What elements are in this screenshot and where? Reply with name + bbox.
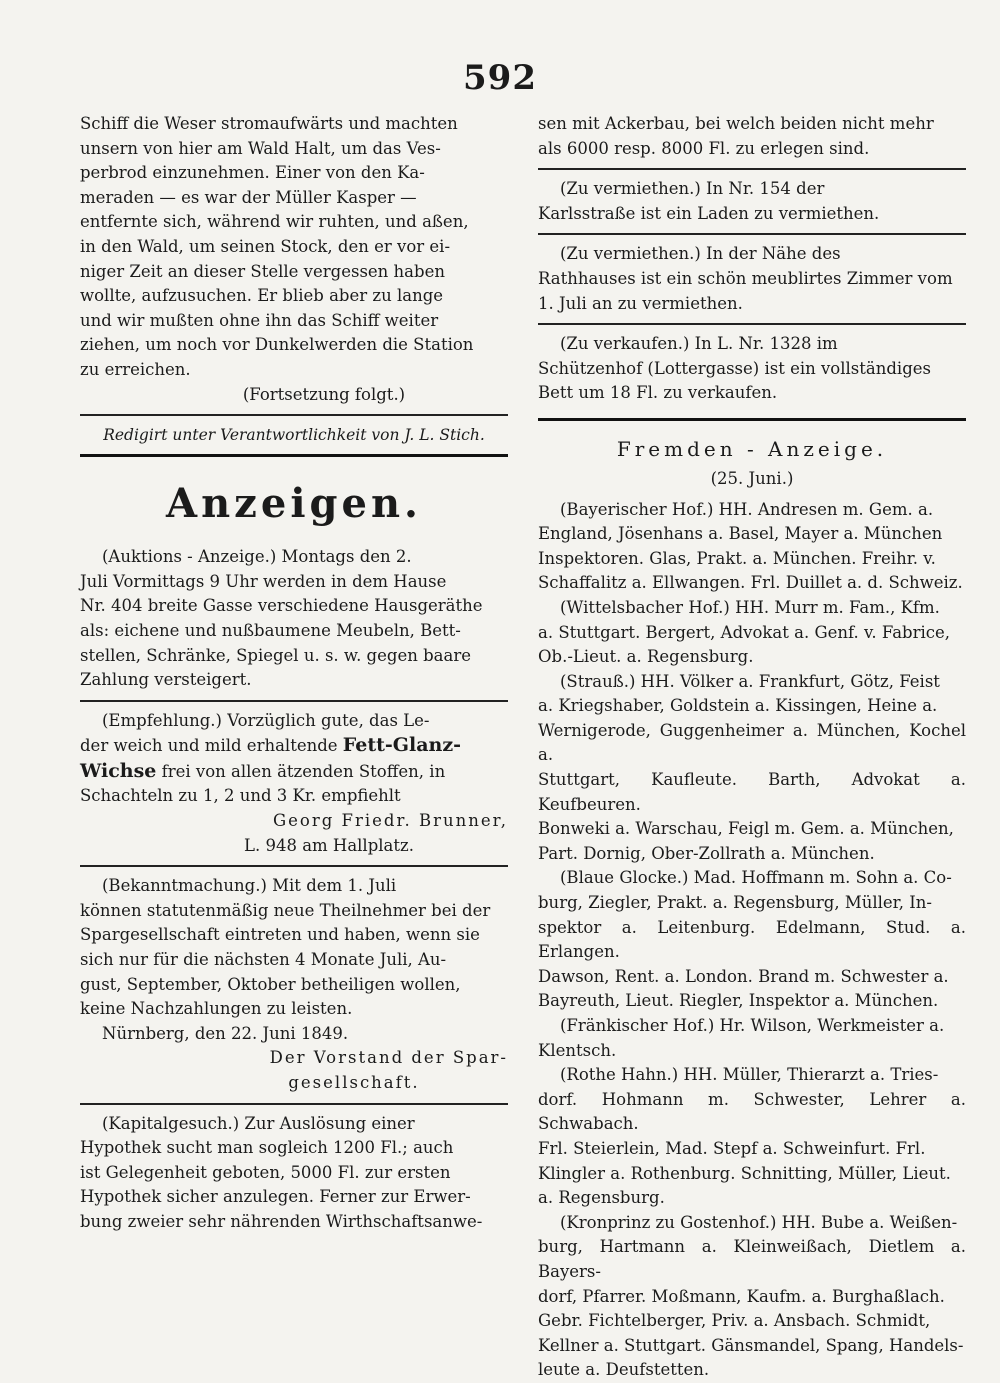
ad-line: (Auktions - Anzeige.) Montags den 2. — [102, 547, 412, 567]
ad-line: 1. Juli an zu vermiethen. — [538, 293, 743, 313]
ad-line: keine Nachzahlungen zu leisten. — [80, 999, 353, 1019]
ad-line: können statutenmäßig neue Theilnehmer bei der — [80, 900, 491, 920]
guest-line: Inspektoren. Glas, Prakt. a. München. Freihr. v. — [538, 548, 936, 568]
guest-line: Bayreuth, Lieut. Riegler, Inspektor a. München. — [538, 991, 939, 1011]
section-heading: Anzeigen. — [166, 480, 422, 528]
guest-line: Kellner a. Stuttgart. Gänsmandel, Spang, Handels- — [538, 1335, 964, 1355]
guest-line: (Bayerischer Hof.) HH. Andresen m. Gem. a. — [560, 499, 934, 519]
ad-signature: Georg Friedr. Brunner, — [272, 811, 508, 831]
editor-line: Redigirt unter Verantwortlichkeit von J. L. Stich. — [103, 426, 485, 445]
guest-line: Schaffalitz a. Ellwangen. Frl. Duillet a. d. Schweiz. — [538, 573, 963, 593]
guest-line: (Fränkischer Hof.) Hr. Wilson, Werkmeister a. — [560, 1016, 945, 1035]
ad-line: (Zu vermiethen.) In Nr. 154 der — [560, 179, 825, 199]
story-line: in den Wald, um seinen Stock, den er vor ei- — [80, 236, 451, 256]
ad-kapitalgesuch-cont — [538, 112, 966, 161]
page-number: 592 — [463, 58, 537, 98]
ad-line: Bett um 18 Fl. zu verkaufen. — [538, 383, 778, 403]
ad-line: Nr. 404 breite Gasse verschiedene Hausgeräthe — [80, 596, 483, 616]
guest-line: Frl. Steierlein, Mad. Stepf a. Schweinfurt. Frl. — [538, 1138, 926, 1158]
ad-auction — [80, 545, 508, 693]
guest-line: a. Stuttgart. Bergert, Advokat a. Genf. v. Fabrice, — [538, 622, 951, 642]
ad-signature: Der Vorstand der Spar- — [269, 1048, 508, 1068]
ad-line — [80, 733, 508, 759]
divider — [80, 414, 508, 416]
guest-line: (Wittelsbacher Hof.) HH. Murr m. Fam., Kfm. — [560, 597, 940, 617]
ad-line: sich nur für die nächsten 4 Monate Juli, Au- — [80, 950, 447, 970]
ad-address: L. 948 am Hallplatz. — [244, 835, 414, 855]
ad-empfehlung — [80, 709, 508, 859]
story-line: meraden — es war der Müller Kasper — — [80, 187, 417, 207]
guest-line: Ob.-Lieut. a. Regensburg. — [538, 647, 754, 667]
ad-line: (Kapitalgesuch.) Zur Auslösung einer — [102, 1113, 415, 1133]
continuation-note: (Fortsetzung folgt.) — [242, 384, 406, 404]
guest-line: dorf. Hohmann m. Schwester, Lehrer a. Schwabach. — [538, 1089, 966, 1134]
ad-line: gust, September, Oktober betheiligen wollen, — [80, 974, 461, 994]
ad-line: (Zu verkaufen.) In L. Nr. 1328 im — [560, 334, 838, 354]
ad-line: bung zweier sehr nährenden Wirthschaftsanwe- — [80, 1211, 483, 1231]
story-line: niger Zeit an dieser Stelle vergessen haben — [80, 261, 445, 281]
guest-line: a. Kriegshaber, Goldstein a. Kissingen, Heine a. — [538, 696, 938, 716]
ad-line: sen mit Ackerbau, bei welch beiden nicht mehr — [538, 114, 934, 133]
ad-vermiethen-laden — [538, 177, 966, 226]
ad-line: ist Gelegenheit geboten, 5000 Fl. zur ersten — [80, 1162, 451, 1182]
ad-signature: gesellschaft. — [288, 1073, 420, 1092]
ad-line: Schachteln zu 1, 2 und 3 Kr. empfiehlt — [80, 786, 401, 806]
divider — [538, 168, 966, 170]
guest-line: leute a. Deufstetten. — [538, 1360, 710, 1380]
ad-vermiethen-zimmer — [538, 242, 966, 316]
story-line: entfernte sich, während wir ruhten, und aßen, — [80, 212, 469, 232]
ad-line: Hypothek sucht man sogleich 1200 Fl.; auch — [80, 1138, 454, 1158]
guest-line: burg, Ziegler, Prakt. a. Regensburg, Müller, In- — [538, 893, 932, 913]
ad-line: stellen, Schränke, Spiegel u. s. w. gegen baare — [80, 645, 471, 665]
ad-line: (Bekanntmachung.) Mit dem 1. Juli — [102, 876, 397, 896]
ad-line: Zahlung versteigert. — [80, 670, 252, 690]
guest-line: Part. Dornig, Ober-Zollrath a. München. — [538, 843, 875, 863]
divider — [80, 865, 508, 867]
ad-bekanntmachung — [80, 874, 508, 1095]
ad-line: als: eichene und nußbaumene Meubeln, Bett- — [80, 620, 461, 640]
guest-line: (Rothe Hahn.) HH. Müller, Thierarzt a. Tries- — [560, 1065, 939, 1085]
ad-kapitalgesuch — [80, 1112, 508, 1235]
divider — [538, 418, 966, 421]
ad-line: Schützenhof (Lottergasse) ist ein vollständiges — [538, 358, 931, 378]
guest-line: spektor a. Leitenburg. Edelmann, Stud. a. Erlangen. — [538, 917, 966, 962]
story-line: und wir mußten ohne ihn das Schiff weiter — [80, 310, 439, 330]
story-line: ziehen, um noch vor Dunkelwerden die Station — [80, 335, 474, 355]
ad-text: der weich und mild erhaltende — [80, 736, 343, 756]
product-name: Wichse — [80, 759, 157, 782]
divider — [538, 233, 966, 235]
divider — [80, 1103, 508, 1105]
story-line: zu erreichen. — [80, 359, 191, 379]
guest-line: dorf, Pfarrer. Moßmann, Kaufm. a. Burghaßlach. — [538, 1286, 945, 1306]
guest-line: (Blaue Glocke.) Mad. Hoffmann m. Sohn a. Co- — [560, 868, 952, 888]
ad-text: frei von allen ätzenden Stoffen, in — [156, 761, 446, 781]
ad-line: Spargesellschaft eintreten und haben, wenn sie — [80, 925, 480, 945]
story-continuation — [80, 112, 508, 407]
story-line: wollte, aufzusuchen. Er blieb aber zu lange — [80, 286, 444, 306]
guest-line: Bonweki a. Warschau, Feigl m. Gem. a. München, — [538, 819, 954, 839]
product-name: Fett-Glanz- — [342, 734, 462, 757]
guest-line: Klentsch. — [538, 1040, 617, 1060]
right-column — [538, 112, 966, 1383]
left-column — [80, 112, 508, 1235]
guest-line: burg, Hartmann a. Kleinweißach, Dietlem a. Bayers- — [538, 1237, 966, 1281]
guest-line: Wernigerode, Guggenheimer a. München, Kochel a. — [538, 720, 966, 765]
divider — [80, 454, 508, 457]
ad-line: (Zu vermiethen.) In der Nähe des — [560, 244, 841, 264]
story-line: Schiff die Weser stromaufwärts und machten — [80, 114, 458, 133]
ad-line: Hypothek sicher anzulegen. Ferner zur Erwer- — [80, 1187, 471, 1207]
guest-line: England, Jösenhans a. Basel, Mayer a. München — [538, 524, 943, 544]
ad-line — [80, 759, 508, 785]
divider — [538, 323, 966, 325]
fremden-heading: Fremden - Anzeige. — [616, 436, 888, 461]
guest-line: (Strauß.) HH. Völker a. Frankfurt, Götz, Feist — [560, 671, 940, 691]
divider — [80, 700, 508, 702]
story-line: perbrod einzunehmen. Einer von den Ka- — [80, 163, 425, 183]
ad-line: Rathhauses ist ein schön meublirtes Zimmer vom — [538, 268, 953, 288]
guest-line: Stuttgart, Kaufleute. Barth, Advokat a. Keufbeuren. — [538, 770, 966, 814]
ad-line: Juli Vormittags 9 Uhr werden in dem Hause — [80, 571, 447, 591]
ad-verkaufen — [538, 332, 966, 406]
ad-place-date: Nürnberg, den 22. Juni 1849. — [102, 1023, 349, 1043]
ad-line: als 6000 resp. 8000 Fl. zu erlegen sind. — [538, 138, 870, 158]
story-line: unsern von hier am Wald Halt, um das Ves- — [80, 138, 441, 158]
guest-line: Dawson, Rent. a. London. Brand m. Schwester a. — [538, 966, 949, 986]
ad-line: Karlsstraße ist ein Laden zu vermiethen. — [538, 203, 880, 223]
guest-line: (Kronprinz zu Gostenhof.) HH. Bube a. Weißen- — [560, 1212, 958, 1232]
fremden-date: (25. Juni.) — [710, 468, 794, 488]
guest-line: Gebr. Fichtelberger, Priv. a. Ansbach. Schmidt, — [538, 1311, 931, 1331]
guest-line: a. Regensburg. — [538, 1188, 665, 1208]
guest-line: Klingler a. Rothenburg. Schnitting, Müller, Lieut. — [538, 1163, 951, 1183]
fremden-list — [538, 498, 966, 1383]
ad-line: (Empfehlung.) Vorzüglich gute, das Le- — [102, 710, 430, 730]
